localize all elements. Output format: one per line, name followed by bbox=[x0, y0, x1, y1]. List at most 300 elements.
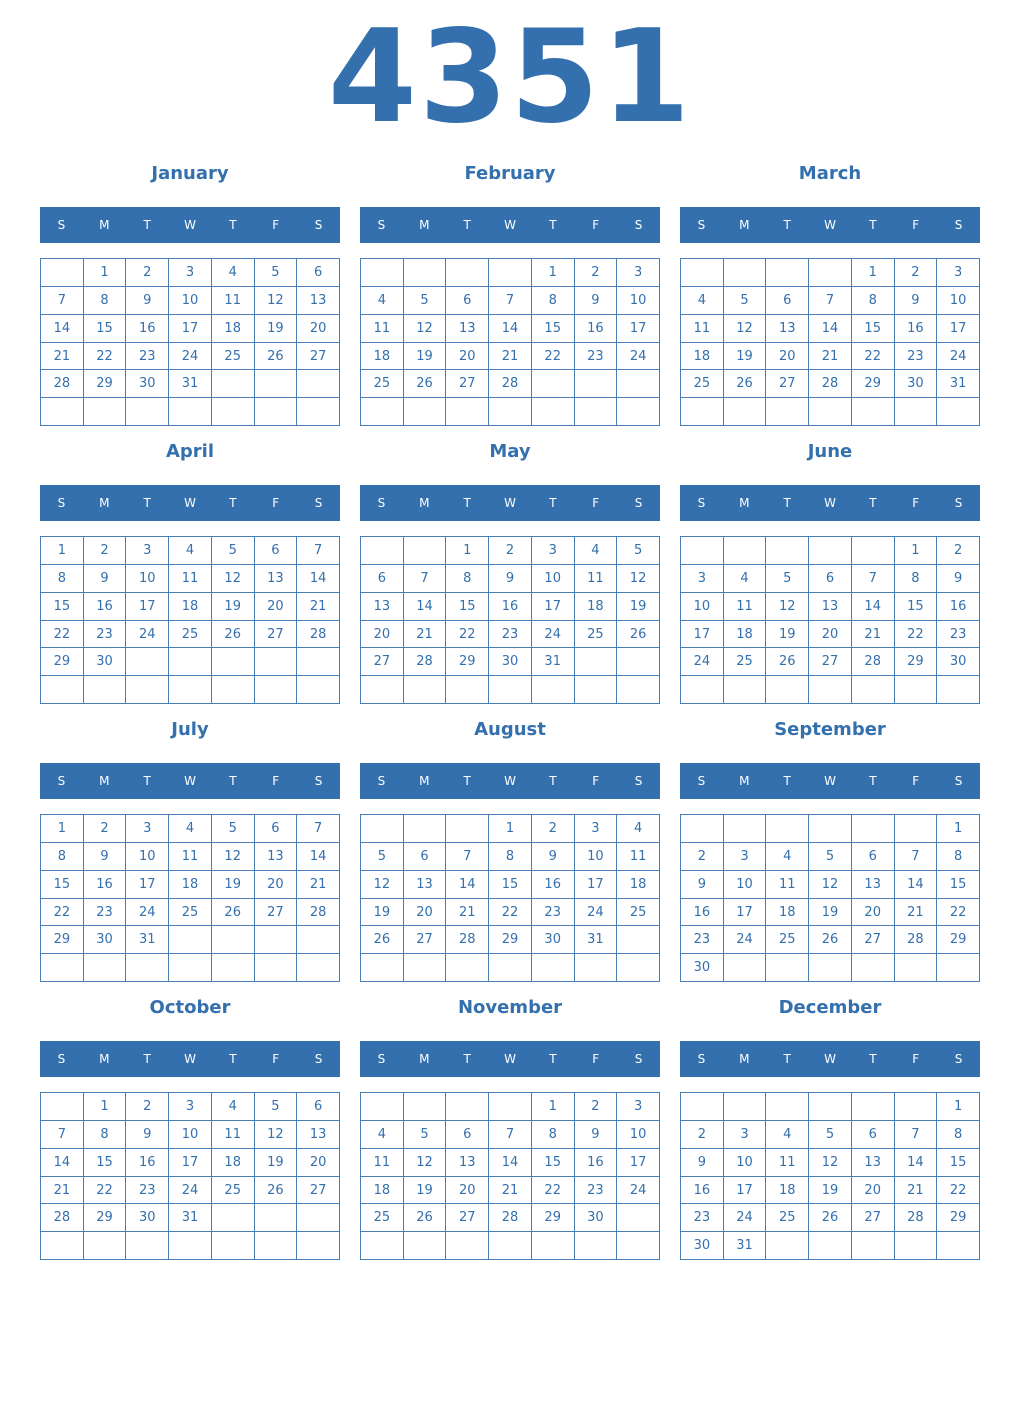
day-cell[interactable]: 22 bbox=[895, 621, 938, 649]
day-cell[interactable]: 2 bbox=[126, 259, 169, 287]
day-cell[interactable]: 1 bbox=[446, 537, 489, 565]
day-cell[interactable]: 3 bbox=[169, 1093, 212, 1121]
day-cell[interactable]: 14 bbox=[41, 315, 84, 343]
day-cell[interactable]: 24 bbox=[126, 621, 169, 649]
day-cell[interactable]: 17 bbox=[681, 621, 724, 649]
day-cell[interactable]: 18 bbox=[681, 343, 724, 371]
day-cell[interactable]: 28 bbox=[895, 1204, 938, 1232]
day-cell[interactable]: 1 bbox=[895, 537, 938, 565]
day-cell[interactable]: 10 bbox=[126, 565, 169, 593]
day-cell[interactable]: 17 bbox=[724, 899, 767, 927]
day-cell[interactable]: 12 bbox=[255, 287, 298, 315]
day-cell[interactable]: 17 bbox=[169, 315, 212, 343]
day-cell[interactable]: 20 bbox=[255, 871, 298, 899]
day-cell[interactable]: 18 bbox=[212, 1149, 255, 1177]
day-cell[interactable]: 2 bbox=[937, 537, 980, 565]
day-cell[interactable]: 12 bbox=[724, 315, 767, 343]
day-cell[interactable]: 24 bbox=[724, 1204, 767, 1232]
day-cell[interactable]: 25 bbox=[361, 1204, 404, 1232]
day-cell[interactable]: 2 bbox=[681, 1121, 724, 1149]
day-cell[interactable]: 3 bbox=[169, 259, 212, 287]
day-cell[interactable]: 1 bbox=[84, 259, 127, 287]
day-cell[interactable]: 15 bbox=[895, 593, 938, 621]
day-cell[interactable]: 11 bbox=[575, 565, 618, 593]
day-cell[interactable]: 5 bbox=[255, 1093, 298, 1121]
day-cell[interactable]: 14 bbox=[41, 1149, 84, 1177]
day-cell[interactable]: 25 bbox=[212, 1177, 255, 1205]
day-cell[interactable]: 6 bbox=[361, 565, 404, 593]
day-cell[interactable]: 17 bbox=[724, 1177, 767, 1205]
day-cell[interactable]: 18 bbox=[617, 871, 660, 899]
day-cell[interactable]: 23 bbox=[681, 926, 724, 954]
day-cell[interactable]: 25 bbox=[169, 899, 212, 927]
day-cell[interactable]: 3 bbox=[681, 565, 724, 593]
day-cell[interactable]: 23 bbox=[532, 899, 575, 927]
day-cell[interactable]: 10 bbox=[937, 287, 980, 315]
day-cell[interactable]: 24 bbox=[681, 648, 724, 676]
day-cell[interactable]: 8 bbox=[84, 287, 127, 315]
day-cell[interactable]: 23 bbox=[575, 343, 618, 371]
day-cell[interactable]: 27 bbox=[255, 899, 298, 927]
day-cell[interactable]: 8 bbox=[489, 843, 532, 871]
day-cell[interactable]: 29 bbox=[937, 926, 980, 954]
day-cell[interactable]: 4 bbox=[766, 1121, 809, 1149]
day-cell[interactable]: 15 bbox=[937, 1149, 980, 1177]
day-cell[interactable]: 19 bbox=[361, 899, 404, 927]
day-cell[interactable]: 2 bbox=[575, 1093, 618, 1121]
day-cell[interactable]: 25 bbox=[361, 370, 404, 398]
day-cell[interactable]: 11 bbox=[766, 1149, 809, 1177]
day-cell[interactable]: 27 bbox=[361, 648, 404, 676]
day-cell[interactable]: 24 bbox=[617, 343, 660, 371]
day-cell[interactable]: 20 bbox=[255, 593, 298, 621]
day-cell[interactable]: 17 bbox=[126, 593, 169, 621]
day-cell[interactable]: 3 bbox=[532, 537, 575, 565]
day-cell[interactable]: 31 bbox=[937, 370, 980, 398]
day-cell[interactable]: 19 bbox=[809, 899, 852, 927]
day-cell[interactable]: 29 bbox=[532, 1204, 575, 1232]
day-cell[interactable]: 24 bbox=[169, 343, 212, 371]
day-cell[interactable]: 5 bbox=[809, 843, 852, 871]
day-cell[interactable]: 22 bbox=[41, 899, 84, 927]
day-cell[interactable]: 31 bbox=[169, 370, 212, 398]
day-cell[interactable]: 28 bbox=[41, 370, 84, 398]
day-cell[interactable]: 26 bbox=[617, 621, 660, 649]
day-cell[interactable]: 4 bbox=[212, 259, 255, 287]
day-cell[interactable]: 30 bbox=[126, 1204, 169, 1232]
day-cell[interactable]: 11 bbox=[169, 843, 212, 871]
day-cell[interactable]: 8 bbox=[852, 287, 895, 315]
day-cell[interactable]: 19 bbox=[212, 593, 255, 621]
day-cell[interactable]: 11 bbox=[766, 871, 809, 899]
day-cell[interactable]: 1 bbox=[84, 1093, 127, 1121]
day-cell[interactable]: 12 bbox=[212, 843, 255, 871]
day-cell[interactable]: 22 bbox=[41, 621, 84, 649]
day-cell[interactable]: 10 bbox=[617, 287, 660, 315]
day-cell[interactable]: 1 bbox=[937, 815, 980, 843]
day-cell[interactable]: 12 bbox=[809, 871, 852, 899]
day-cell[interactable]: 21 bbox=[297, 871, 340, 899]
day-cell[interactable]: 12 bbox=[404, 1149, 447, 1177]
day-cell[interactable]: 4 bbox=[766, 843, 809, 871]
day-cell[interactable]: 14 bbox=[404, 593, 447, 621]
day-cell[interactable]: 15 bbox=[489, 871, 532, 899]
day-cell[interactable]: 7 bbox=[297, 815, 340, 843]
day-cell[interactable]: 9 bbox=[681, 1149, 724, 1177]
day-cell[interactable]: 27 bbox=[297, 1177, 340, 1205]
day-cell[interactable]: 14 bbox=[809, 315, 852, 343]
day-cell[interactable]: 9 bbox=[937, 565, 980, 593]
day-cell[interactable]: 12 bbox=[404, 315, 447, 343]
day-cell[interactable]: 4 bbox=[575, 537, 618, 565]
day-cell[interactable]: 19 bbox=[809, 1177, 852, 1205]
day-cell[interactable]: 11 bbox=[361, 1149, 404, 1177]
day-cell[interactable]: 21 bbox=[41, 343, 84, 371]
day-cell[interactable]: 5 bbox=[212, 815, 255, 843]
day-cell[interactable]: 14 bbox=[852, 593, 895, 621]
day-cell[interactable]: 27 bbox=[852, 926, 895, 954]
day-cell[interactable]: 29 bbox=[84, 370, 127, 398]
day-cell[interactable]: 27 bbox=[852, 1204, 895, 1232]
day-cell[interactable]: 16 bbox=[575, 315, 618, 343]
day-cell[interactable]: 25 bbox=[681, 370, 724, 398]
day-cell[interactable]: 7 bbox=[41, 287, 84, 315]
day-cell[interactable]: 3 bbox=[937, 259, 980, 287]
day-cell[interactable]: 29 bbox=[84, 1204, 127, 1232]
day-cell[interactable]: 20 bbox=[809, 621, 852, 649]
day-cell[interactable]: 3 bbox=[724, 843, 767, 871]
day-cell[interactable]: 7 bbox=[852, 565, 895, 593]
day-cell[interactable]: 12 bbox=[361, 871, 404, 899]
day-cell[interactable]: 11 bbox=[169, 565, 212, 593]
day-cell[interactable]: 19 bbox=[404, 343, 447, 371]
day-cell[interactable]: 20 bbox=[852, 1177, 895, 1205]
day-cell[interactable]: 4 bbox=[681, 287, 724, 315]
day-cell[interactable]: 18 bbox=[766, 1177, 809, 1205]
day-cell[interactable]: 27 bbox=[446, 370, 489, 398]
day-cell[interactable]: 7 bbox=[446, 843, 489, 871]
day-cell[interactable]: 2 bbox=[681, 843, 724, 871]
day-cell[interactable]: 7 bbox=[489, 287, 532, 315]
day-cell[interactable]: 14 bbox=[297, 565, 340, 593]
day-cell[interactable]: 3 bbox=[126, 815, 169, 843]
day-cell[interactable]: 13 bbox=[361, 593, 404, 621]
day-cell[interactable]: 19 bbox=[255, 1149, 298, 1177]
day-cell[interactable]: 21 bbox=[852, 621, 895, 649]
day-cell[interactable]: 2 bbox=[575, 259, 618, 287]
day-cell[interactable]: 9 bbox=[532, 843, 575, 871]
day-cell[interactable]: 25 bbox=[575, 621, 618, 649]
day-cell[interactable]: 23 bbox=[126, 343, 169, 371]
day-cell[interactable]: 22 bbox=[84, 1177, 127, 1205]
day-cell[interactable]: 29 bbox=[489, 926, 532, 954]
day-cell[interactable]: 12 bbox=[255, 1121, 298, 1149]
day-cell[interactable]: 10 bbox=[532, 565, 575, 593]
day-cell[interactable]: 13 bbox=[297, 1121, 340, 1149]
day-cell[interactable]: 26 bbox=[404, 1204, 447, 1232]
day-cell[interactable]: 6 bbox=[852, 843, 895, 871]
day-cell[interactable]: 18 bbox=[766, 899, 809, 927]
day-cell[interactable]: 27 bbox=[297, 343, 340, 371]
day-cell[interactable]: 28 bbox=[489, 1204, 532, 1232]
day-cell[interactable]: 18 bbox=[724, 621, 767, 649]
day-cell[interactable]: 16 bbox=[126, 1149, 169, 1177]
day-cell[interactable]: 4 bbox=[724, 565, 767, 593]
day-cell[interactable]: 28 bbox=[809, 370, 852, 398]
day-cell[interactable]: 15 bbox=[532, 1149, 575, 1177]
day-cell[interactable]: 6 bbox=[446, 287, 489, 315]
day-cell[interactable]: 30 bbox=[532, 926, 575, 954]
day-cell[interactable]: 26 bbox=[809, 926, 852, 954]
day-cell[interactable]: 31 bbox=[169, 1204, 212, 1232]
day-cell[interactable]: 10 bbox=[617, 1121, 660, 1149]
day-cell[interactable]: 4 bbox=[617, 815, 660, 843]
day-cell[interactable]: 13 bbox=[255, 843, 298, 871]
day-cell[interactable]: 17 bbox=[169, 1149, 212, 1177]
day-cell[interactable]: 18 bbox=[575, 593, 618, 621]
day-cell[interactable]: 30 bbox=[681, 1232, 724, 1260]
day-cell[interactable]: 8 bbox=[446, 565, 489, 593]
day-cell[interactable]: 17 bbox=[617, 315, 660, 343]
day-cell[interactable]: 15 bbox=[84, 1149, 127, 1177]
day-cell[interactable]: 22 bbox=[532, 343, 575, 371]
day-cell[interactable]: 18 bbox=[361, 343, 404, 371]
day-cell[interactable]: 11 bbox=[361, 315, 404, 343]
day-cell[interactable]: 15 bbox=[852, 315, 895, 343]
day-cell[interactable]: 2 bbox=[84, 537, 127, 565]
day-cell[interactable]: 25 bbox=[617, 899, 660, 927]
day-cell[interactable]: 23 bbox=[126, 1177, 169, 1205]
day-cell[interactable]: 25 bbox=[169, 621, 212, 649]
day-cell[interactable]: 22 bbox=[446, 621, 489, 649]
day-cell[interactable]: 30 bbox=[84, 648, 127, 676]
day-cell[interactable]: 2 bbox=[126, 1093, 169, 1121]
day-cell[interactable]: 7 bbox=[895, 843, 938, 871]
day-cell[interactable]: 16 bbox=[489, 593, 532, 621]
day-cell[interactable]: 2 bbox=[489, 537, 532, 565]
day-cell[interactable]: 5 bbox=[617, 537, 660, 565]
day-cell[interactable]: 14 bbox=[895, 1149, 938, 1177]
day-cell[interactable]: 31 bbox=[126, 926, 169, 954]
day-cell[interactable]: 2 bbox=[895, 259, 938, 287]
day-cell[interactable]: 22 bbox=[937, 899, 980, 927]
day-cell[interactable]: 28 bbox=[895, 926, 938, 954]
day-cell[interactable]: 20 bbox=[852, 899, 895, 927]
day-cell[interactable]: 28 bbox=[297, 621, 340, 649]
day-cell[interactable]: 9 bbox=[895, 287, 938, 315]
day-cell[interactable]: 27 bbox=[404, 926, 447, 954]
day-cell[interactable]: 19 bbox=[404, 1177, 447, 1205]
day-cell[interactable]: 11 bbox=[724, 593, 767, 621]
day-cell[interactable]: 25 bbox=[724, 648, 767, 676]
day-cell[interactable]: 19 bbox=[766, 621, 809, 649]
day-cell[interactable]: 4 bbox=[212, 1093, 255, 1121]
day-cell[interactable]: 4 bbox=[361, 1121, 404, 1149]
day-cell[interactable]: 1 bbox=[937, 1093, 980, 1121]
day-cell[interactable]: 28 bbox=[404, 648, 447, 676]
day-cell[interactable]: 9 bbox=[126, 287, 169, 315]
day-cell[interactable]: 1 bbox=[489, 815, 532, 843]
day-cell[interactable]: 17 bbox=[532, 593, 575, 621]
day-cell[interactable]: 28 bbox=[446, 926, 489, 954]
day-cell[interactable]: 24 bbox=[937, 343, 980, 371]
day-cell[interactable]: 30 bbox=[84, 926, 127, 954]
day-cell[interactable]: 20 bbox=[361, 621, 404, 649]
day-cell[interactable]: 24 bbox=[169, 1177, 212, 1205]
day-cell[interactable]: 10 bbox=[169, 287, 212, 315]
day-cell[interactable]: 21 bbox=[895, 1177, 938, 1205]
day-cell[interactable]: 10 bbox=[724, 871, 767, 899]
day-cell[interactable]: 18 bbox=[169, 593, 212, 621]
day-cell[interactable]: 29 bbox=[895, 648, 938, 676]
day-cell[interactable]: 6 bbox=[297, 1093, 340, 1121]
day-cell[interactable]: 16 bbox=[575, 1149, 618, 1177]
day-cell[interactable]: 20 bbox=[446, 1177, 489, 1205]
day-cell[interactable]: 23 bbox=[84, 899, 127, 927]
day-cell[interactable]: 11 bbox=[212, 1121, 255, 1149]
day-cell[interactable]: 3 bbox=[126, 537, 169, 565]
day-cell[interactable]: 13 bbox=[297, 287, 340, 315]
day-cell[interactable]: 5 bbox=[809, 1121, 852, 1149]
day-cell[interactable]: 31 bbox=[724, 1232, 767, 1260]
day-cell[interactable]: 9 bbox=[489, 565, 532, 593]
day-cell[interactable]: 8 bbox=[937, 843, 980, 871]
day-cell[interactable]: 10 bbox=[681, 593, 724, 621]
day-cell[interactable]: 31 bbox=[532, 648, 575, 676]
day-cell[interactable]: 3 bbox=[617, 259, 660, 287]
day-cell[interactable]: 20 bbox=[297, 1149, 340, 1177]
day-cell[interactable]: 8 bbox=[532, 1121, 575, 1149]
day-cell[interactable]: 4 bbox=[169, 815, 212, 843]
day-cell[interactable]: 14 bbox=[446, 871, 489, 899]
day-cell[interactable]: 9 bbox=[84, 565, 127, 593]
day-cell[interactable]: 17 bbox=[937, 315, 980, 343]
day-cell[interactable]: 1 bbox=[852, 259, 895, 287]
day-cell[interactable]: 23 bbox=[575, 1177, 618, 1205]
day-cell[interactable]: 26 bbox=[212, 621, 255, 649]
day-cell[interactable]: 7 bbox=[895, 1121, 938, 1149]
day-cell[interactable]: 30 bbox=[126, 370, 169, 398]
day-cell[interactable]: 18 bbox=[212, 315, 255, 343]
day-cell[interactable]: 24 bbox=[575, 899, 618, 927]
day-cell[interactable]: 17 bbox=[126, 871, 169, 899]
day-cell[interactable]: 19 bbox=[724, 343, 767, 371]
day-cell[interactable]: 9 bbox=[681, 871, 724, 899]
day-cell[interactable]: 25 bbox=[766, 926, 809, 954]
day-cell[interactable]: 25 bbox=[766, 1204, 809, 1232]
day-cell[interactable]: 14 bbox=[489, 315, 532, 343]
day-cell[interactable]: 26 bbox=[255, 1177, 298, 1205]
day-cell[interactable]: 20 bbox=[446, 343, 489, 371]
day-cell[interactable]: 27 bbox=[766, 370, 809, 398]
day-cell[interactable]: 26 bbox=[212, 899, 255, 927]
day-cell[interactable]: 6 bbox=[255, 537, 298, 565]
day-cell[interactable]: 30 bbox=[937, 648, 980, 676]
day-cell[interactable]: 15 bbox=[937, 871, 980, 899]
day-cell[interactable]: 13 bbox=[446, 1149, 489, 1177]
day-cell[interactable]: 3 bbox=[575, 815, 618, 843]
day-cell[interactable]: 28 bbox=[297, 899, 340, 927]
day-cell[interactable]: 16 bbox=[532, 871, 575, 899]
day-cell[interactable]: 26 bbox=[404, 370, 447, 398]
day-cell[interactable]: 9 bbox=[126, 1121, 169, 1149]
day-cell[interactable]: 28 bbox=[41, 1204, 84, 1232]
day-cell[interactable]: 22 bbox=[532, 1177, 575, 1205]
day-cell[interactable]: 19 bbox=[212, 871, 255, 899]
day-cell[interactable]: 15 bbox=[41, 593, 84, 621]
day-cell[interactable]: 21 bbox=[489, 1177, 532, 1205]
day-cell[interactable]: 5 bbox=[404, 287, 447, 315]
day-cell[interactable]: 14 bbox=[297, 843, 340, 871]
day-cell[interactable]: 16 bbox=[895, 315, 938, 343]
day-cell[interactable]: 19 bbox=[617, 593, 660, 621]
day-cell[interactable]: 13 bbox=[852, 1149, 895, 1177]
day-cell[interactable]: 6 bbox=[809, 565, 852, 593]
day-cell[interactable]: 30 bbox=[681, 954, 724, 982]
day-cell[interactable]: 24 bbox=[126, 899, 169, 927]
day-cell[interactable]: 3 bbox=[617, 1093, 660, 1121]
day-cell[interactable]: 30 bbox=[895, 370, 938, 398]
day-cell[interactable]: 21 bbox=[809, 343, 852, 371]
day-cell[interactable]: 23 bbox=[84, 621, 127, 649]
day-cell[interactable]: 26 bbox=[809, 1204, 852, 1232]
day-cell[interactable]: 4 bbox=[169, 537, 212, 565]
day-cell[interactable]: 16 bbox=[681, 899, 724, 927]
day-cell[interactable]: 23 bbox=[489, 621, 532, 649]
day-cell[interactable]: 16 bbox=[126, 315, 169, 343]
day-cell[interactable]: 8 bbox=[84, 1121, 127, 1149]
day-cell[interactable]: 26 bbox=[255, 343, 298, 371]
day-cell[interactable]: 3 bbox=[724, 1121, 767, 1149]
day-cell[interactable]: 13 bbox=[404, 871, 447, 899]
day-cell[interactable]: 13 bbox=[809, 593, 852, 621]
day-cell[interactable]: 29 bbox=[41, 648, 84, 676]
day-cell[interactable]: 14 bbox=[895, 871, 938, 899]
day-cell[interactable]: 6 bbox=[446, 1121, 489, 1149]
day-cell[interactable]: 2 bbox=[84, 815, 127, 843]
day-cell[interactable]: 21 bbox=[895, 899, 938, 927]
day-cell[interactable]: 29 bbox=[41, 926, 84, 954]
day-cell[interactable]: 8 bbox=[937, 1121, 980, 1149]
day-cell[interactable]: 16 bbox=[84, 871, 127, 899]
day-cell[interactable]: 29 bbox=[937, 1204, 980, 1232]
day-cell[interactable]: 22 bbox=[937, 1177, 980, 1205]
day-cell[interactable]: 20 bbox=[766, 343, 809, 371]
day-cell[interactable]: 23 bbox=[937, 621, 980, 649]
day-cell[interactable]: 12 bbox=[617, 565, 660, 593]
day-cell[interactable]: 11 bbox=[212, 287, 255, 315]
day-cell[interactable]: 2 bbox=[532, 815, 575, 843]
day-cell[interactable]: 29 bbox=[852, 370, 895, 398]
day-cell[interactable]: 4 bbox=[361, 287, 404, 315]
day-cell[interactable]: 15 bbox=[446, 593, 489, 621]
day-cell[interactable]: 8 bbox=[532, 287, 575, 315]
day-cell[interactable]: 25 bbox=[212, 343, 255, 371]
day-cell[interactable]: 15 bbox=[41, 871, 84, 899]
day-cell[interactable]: 18 bbox=[361, 1177, 404, 1205]
day-cell[interactable]: 12 bbox=[809, 1149, 852, 1177]
day-cell[interactable]: 30 bbox=[575, 1204, 618, 1232]
day-cell[interactable]: 9 bbox=[575, 1121, 618, 1149]
day-cell[interactable]: 22 bbox=[852, 343, 895, 371]
day-cell[interactable]: 16 bbox=[84, 593, 127, 621]
day-cell[interactable]: 1 bbox=[532, 259, 575, 287]
day-cell[interactable]: 13 bbox=[255, 565, 298, 593]
day-cell[interactable]: 5 bbox=[361, 843, 404, 871]
day-cell[interactable]: 6 bbox=[766, 287, 809, 315]
day-cell[interactable]: 6 bbox=[297, 259, 340, 287]
day-cell[interactable]: 28 bbox=[489, 370, 532, 398]
